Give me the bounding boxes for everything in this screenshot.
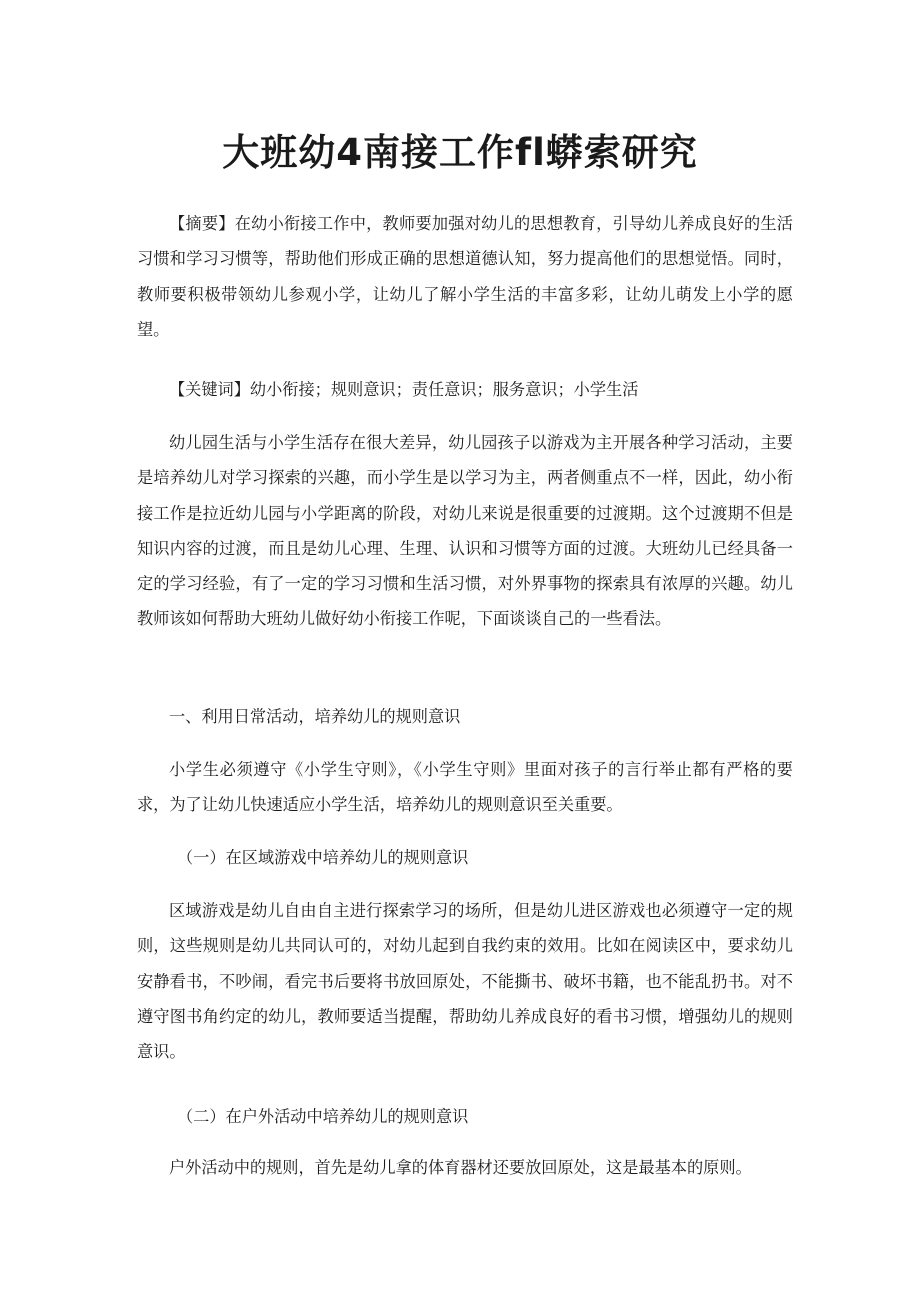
subsection2-paragraph: 户外活动中的规则，首先是幼儿拿的体育器材还要放回原处，这是最基本的原则。 — [169, 1158, 752, 1177]
intro-paragraph: 幼儿园生活与小学生活存在很大差异，幼儿园孩子以游戏为主开展各种学习活动，主要是培养幼儿对学习探索的兴趣，而小学生是以学习为主，两者侧重点不一样，因此，幼小衔接工作是拉近幼儿园与小学距离的阶段，对幼儿来说是很重要的过渡期。这个过渡期不但是知识内容的过渡，而且是幼儿心理、生理、认识和习惯等方面的过渡。大班幼儿已经具备一定的学习经验，有了一定的学习习惯和生活习惯，对外界事物的探索具有浓厚的兴趣。幼儿教师该如何帮助大班幼儿做好幼小衔接工作呢，下面谈谈自己的一些看法。 — [137, 433, 793, 629]
section1-heading: 一、利用日常活动，培养幼儿的规则意识 — [169, 707, 461, 726]
subsection1-paragraph: 区域游戏是幼儿自由自主进行探索学习的场所，但是幼儿进区游戏也必须遵守一定的规则，这些规则是幼儿共同认可的，对幼儿起到自我约束的效用。比如在阅读区中，要求幼儿安静看书，不吵闹，看完书后要将书放回原处，不能撕书、破坏书籍，也不能乱扔书。对不遵守图书角约定的幼儿，教师要适当提醒，帮助幼儿养成良好的看书习惯，增强幼儿的规则意识。 — [137, 901, 793, 1062]
subsection2-heading: （二）在户外活动中培养幼儿的规则意识 — [177, 1107, 469, 1126]
keywords-line: 【关键词】幼小衔接；规则意识；责任意识；服务意识；小学生活 — [169, 380, 639, 399]
document-title: 大班幼4南接工作fl蟒索研究 — [222, 131, 698, 174]
subsection1-heading: （一）在区域游戏中培养幼儿的规则意识 — [177, 848, 469, 867]
abstract-paragraph: 【摘要】在幼小衔接工作中，教师要加强对幼儿的思想教育，引导幼儿养成良好的生活习惯和学习习惯等，帮助他们形成正确的思想道德认知，努力提高他们的思想觉悟。同时，教师要积极带领幼儿参观小学，让幼儿了解小学生活的丰富多彩，让幼儿萌发上小学的愿望。 — [137, 214, 793, 339]
section1-paragraph: 小学生必须遵守《小学生守则》，《小学生守则》里面对孩子的言行举止都有严格的要求，为了让幼儿快速适应小学生活，培养幼儿的规则意识至关重要。 — [137, 760, 793, 815]
